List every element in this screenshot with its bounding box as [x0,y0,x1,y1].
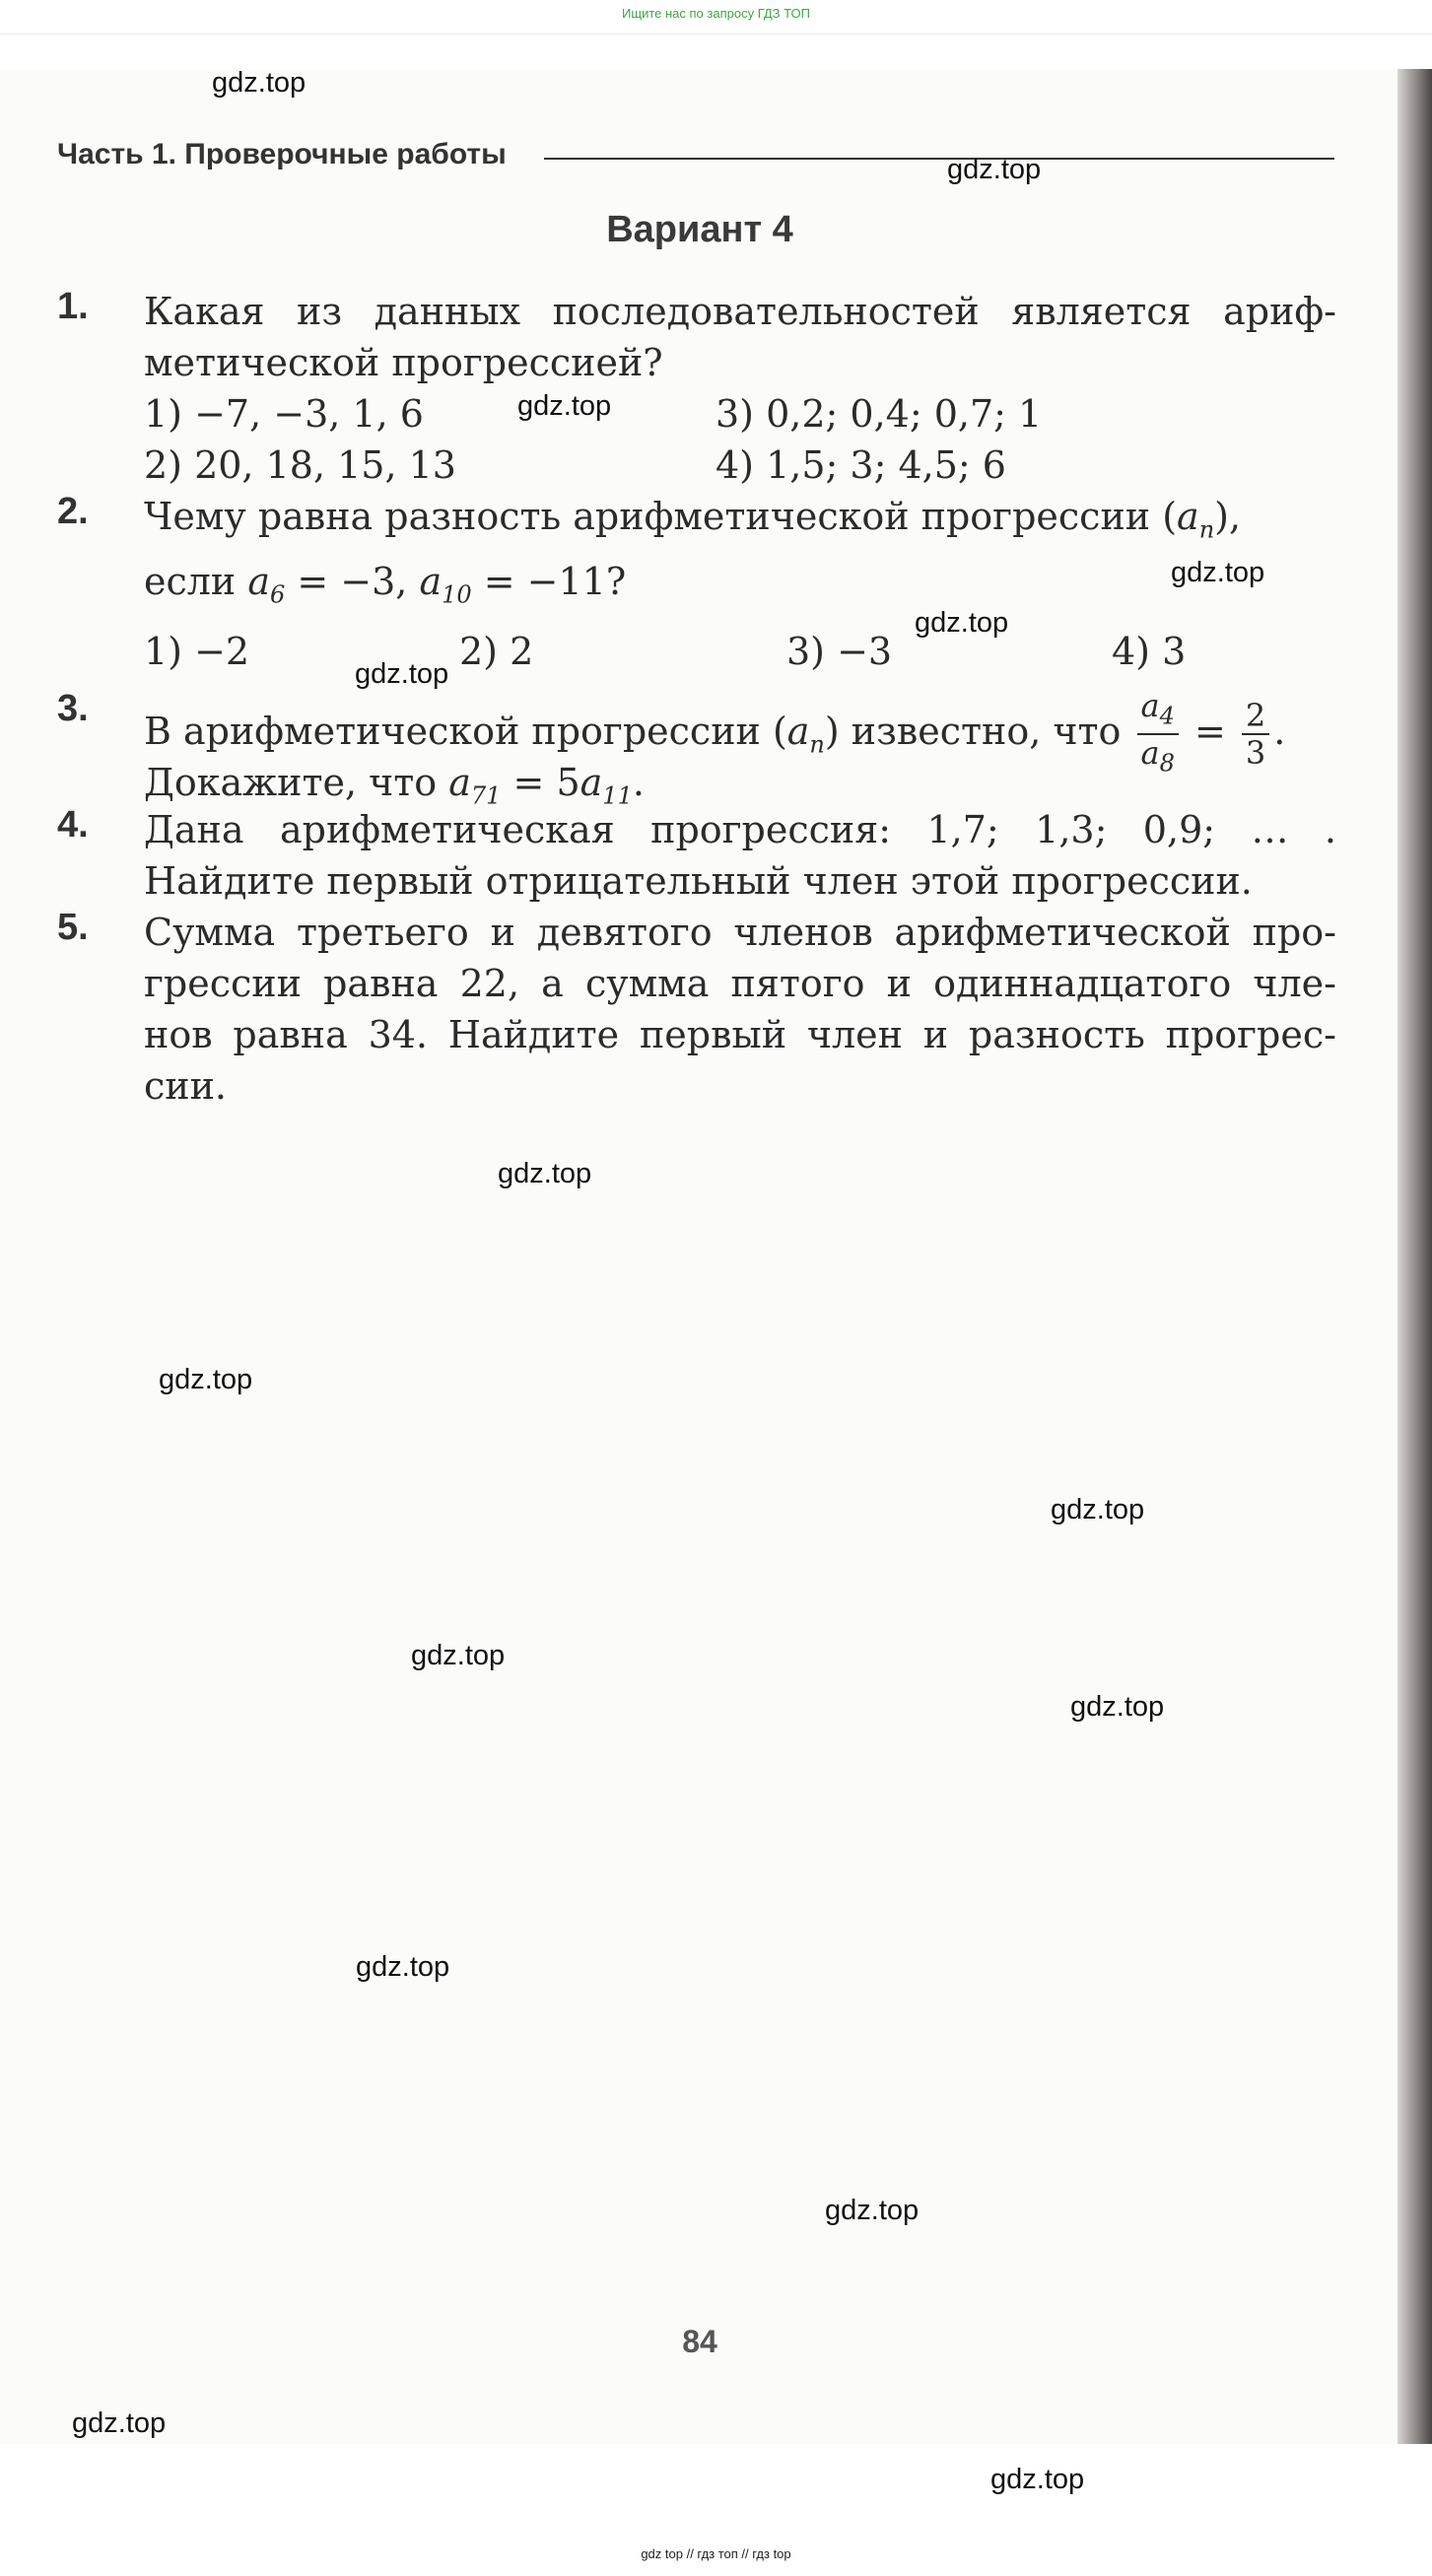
watermark: gdz.top [1051,1494,1145,1525]
task-text-line: Докажите, что $a_{71} = 5a_{11}$. [144,761,645,810]
task-text-line: грессии равна 22, а сумма пятого и одиннадцатого чле- [144,962,1336,1005]
footer-links[interactable]: gdz top // гдз топ // гдз top [641,2546,791,2561]
header-rule [544,158,1334,160]
task-text-line: Дана арифметическая прогрессия: 1,7; 1,3; 0,9; … . [144,808,1336,851]
answer-option: 3) 0,2; 0,4; 0,7; 1 [716,392,1043,436]
task-text: если [144,559,237,603]
task-text-line: Какая из данных последовательностей является ариф- [144,290,1336,333]
task-text: известно, что [851,709,1122,753]
task-number: 2. [57,491,89,532]
task-text-line: нов равна 34. Найдите первый член и разность прогрес- [144,1013,1336,1056]
watermark: gdz.top [72,2407,167,2439]
answer-options-row [144,388,1336,440]
task-body [144,688,1336,822]
task-text: = 5 [501,761,580,804]
watermark: gdz.top [990,2464,1085,2495]
task-text-line: В арифметической прогрессии $(a_n)$ известно, что $\frac{a_4}{a_8}$ = $\frac{2}{3}$ . [144,688,1336,757]
task-number: 3. [57,688,89,729]
answer-option: 4) 3 [1112,630,1187,674]
watermark: gdz.top [517,390,612,422]
task-text-line: Сумма третьего и девятого членов арифметической про- [144,911,1336,954]
task-text: Докажите, что [144,761,438,804]
watermark: gdz.top [498,1158,592,1189]
answer-option: 3) −3 [786,630,893,674]
answer-option: 1) −7, −3, 1, 6 [144,392,424,436]
watermark: gdz.top [825,2195,920,2226]
answer-option: 2) 2 [459,630,534,674]
fraction-a4-a8: $\frac{a_4}{a_8}$ [1137,688,1179,781]
task-text-line: Чему равна разность арифметической прогрессии $(a_n)$, [144,495,1242,544]
task-number: 1. [57,286,89,327]
task-body [144,286,1336,491]
task-text: = −11? [471,559,627,603]
watermark: gdz.top [915,607,1009,639]
page-number: 84 [682,2324,717,2359]
top-banner[interactable]: Ищите нас по запросу ГДЗ ТОП [622,6,810,21]
watermark: gdz.top [947,154,1042,185]
answer-options-row [144,626,1336,677]
task-text-line: сии. [144,1064,228,1108]
task-number: 4. [57,804,89,846]
watermark: gdz.top [1070,1691,1165,1723]
fraction-two-thirds: $\frac{2}{3}$ [1242,698,1269,771]
watermark: gdz.top [411,1640,506,1671]
watermark: gdz.top [356,1951,450,1983]
answer-option: 4) 1,5; 3; 4,5; 6 [716,443,1006,487]
task-body [144,804,1336,907]
task-text-line: если $a_6 = -3$, $a_{10} = -11$? [144,559,627,609]
task-text: Чему равна разность арифметической прогрессии [144,495,1151,538]
task-number: 5. [57,907,89,948]
task-text-line: Найдите первый отрицательный член этой прогрессии. [144,859,1253,903]
section-title: Часть 1. Проверочные работы [57,138,507,170]
task-text-line: метической прогрессией? [144,341,663,384]
task-text: В арифметической прогрессии [144,709,761,753]
answer-option: 1) −2 [144,630,250,674]
page-edge-shadow [1398,69,1432,2444]
watermark: gdz.top [355,658,449,690]
variant-title: Вариант 4 [606,209,793,250]
task-body [144,491,1336,677]
task-body [144,907,1336,1112]
watermark: gdz.top [159,1364,253,1395]
watermark: gdz.top [1171,557,1265,588]
task-text: = −3, [285,559,420,603]
answer-option: 2) 20, 18, 15, 13 [144,443,456,487]
answer-options-row [144,440,1336,491]
watermark: gdz.top [212,67,307,99]
